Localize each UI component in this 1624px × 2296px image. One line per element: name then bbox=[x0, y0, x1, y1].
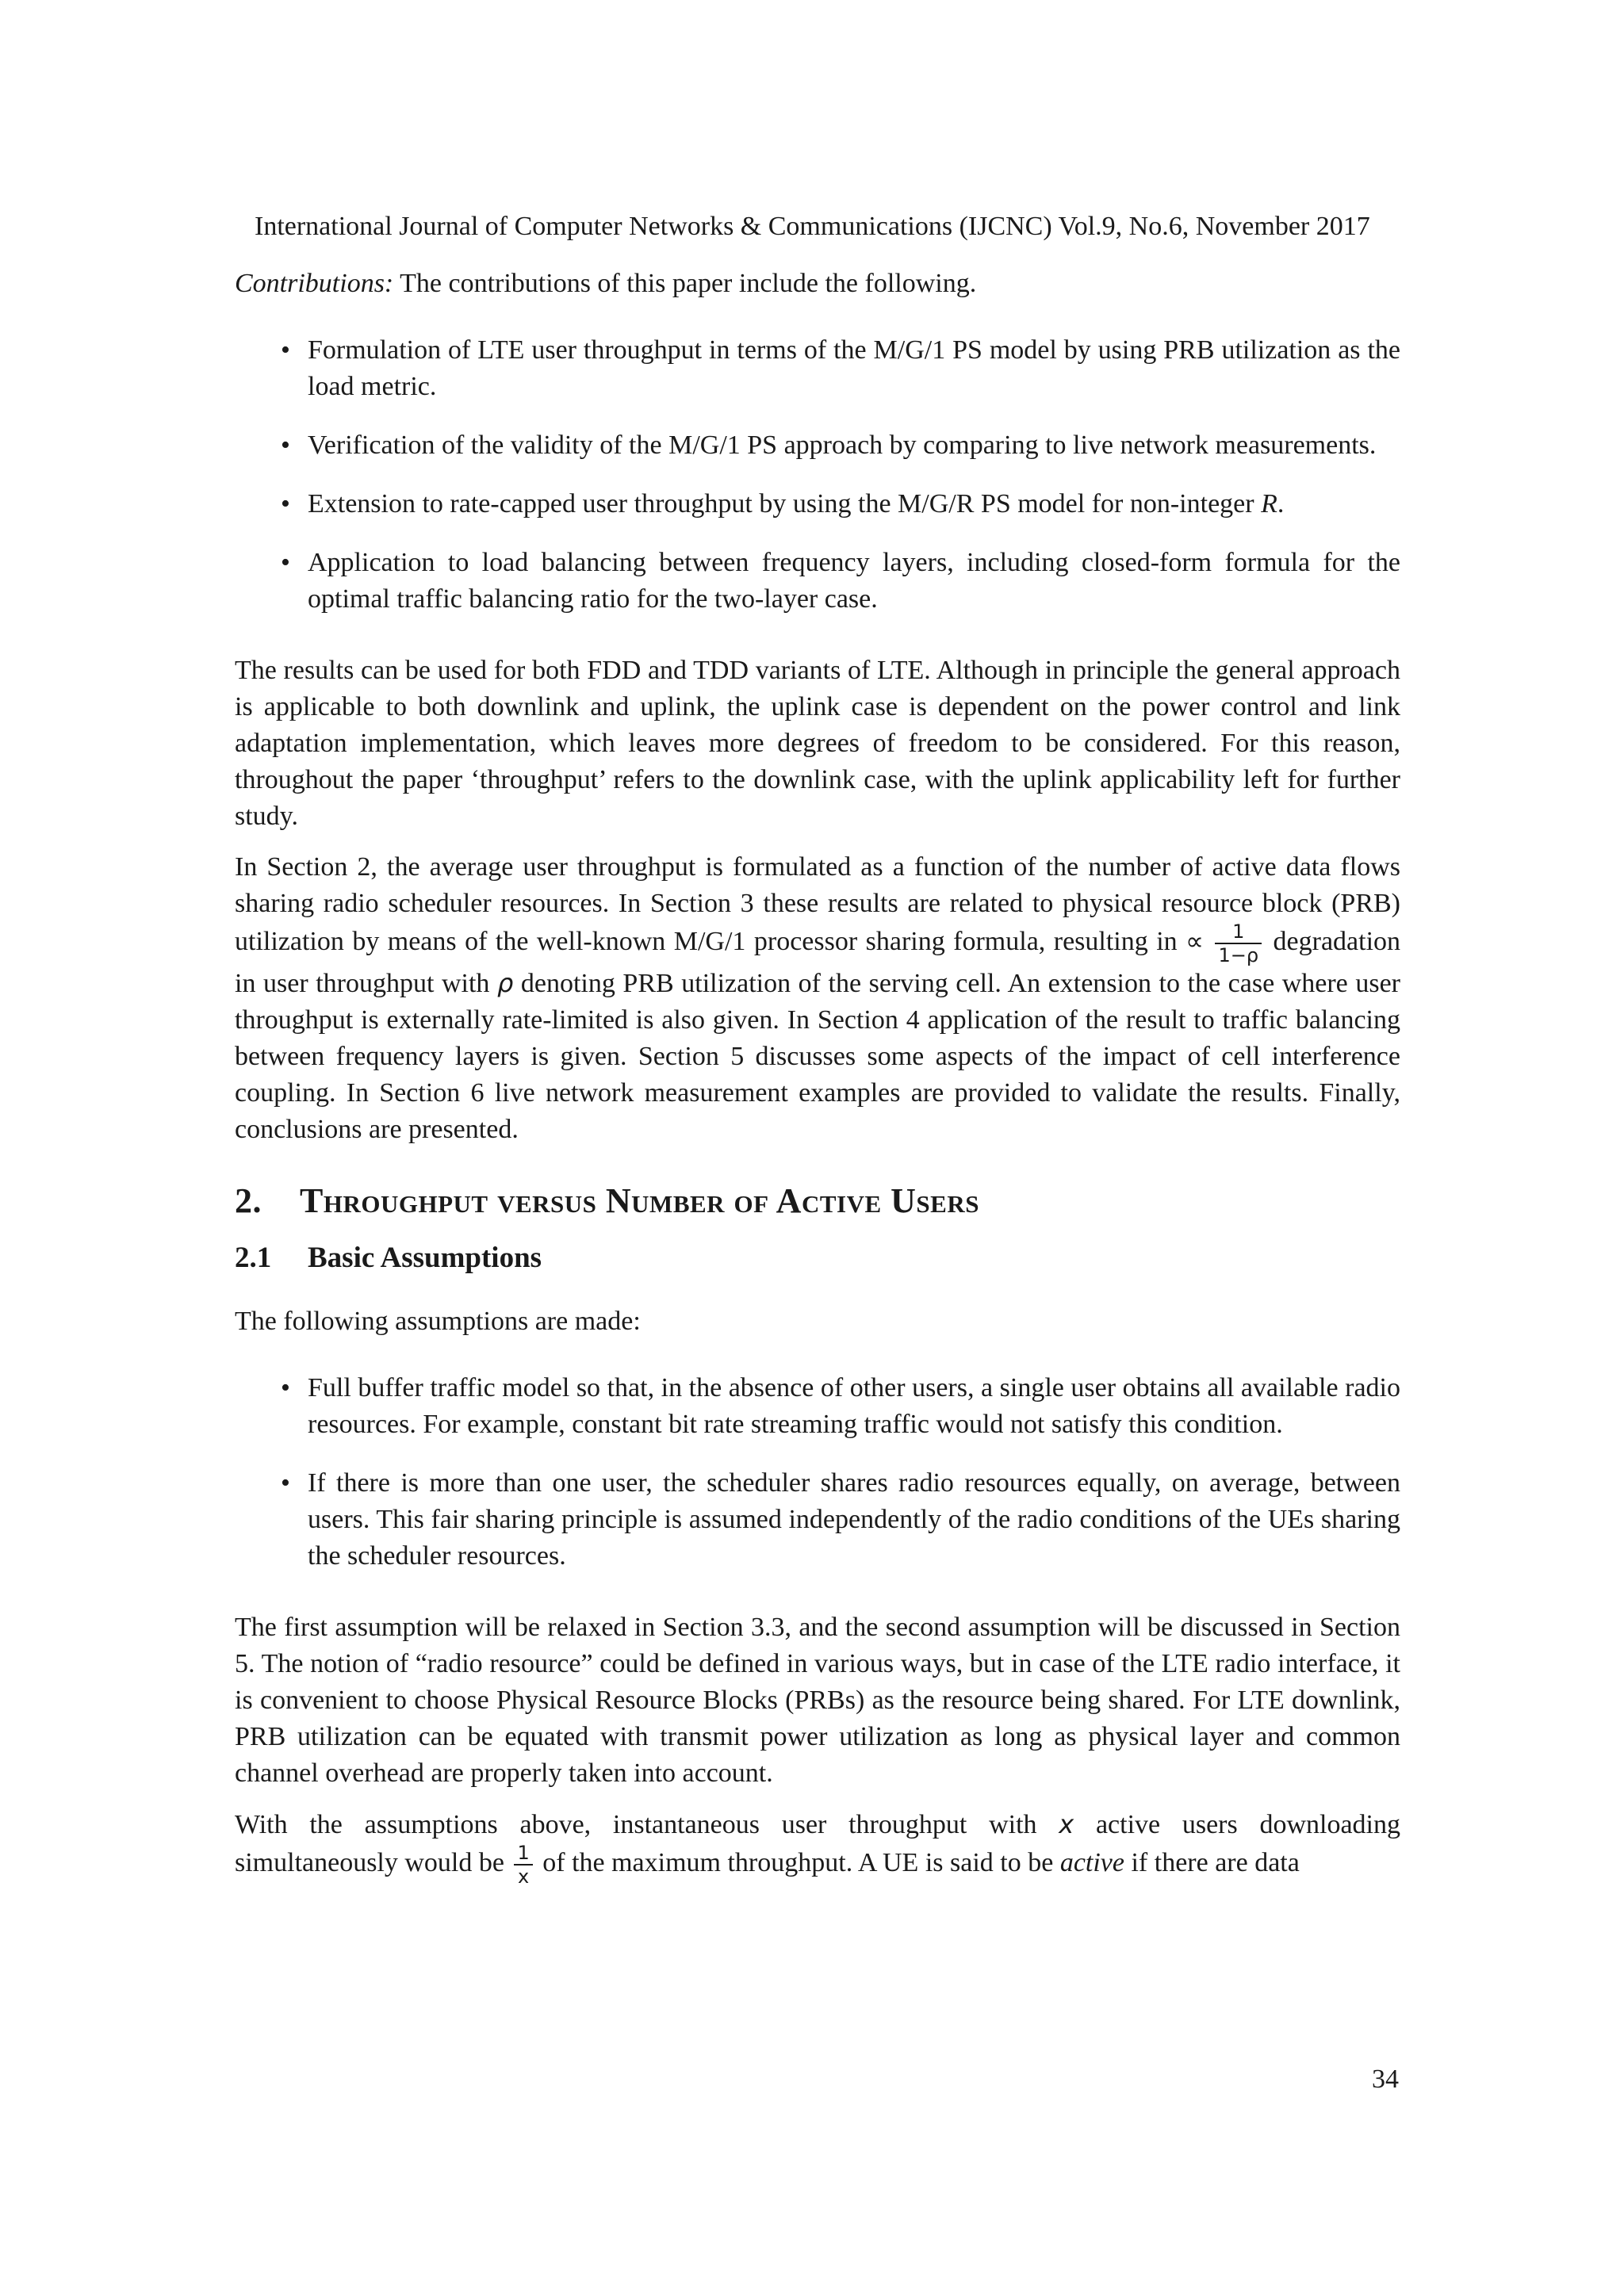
running-header: International Journal of Computer Networks & Communications (IJCNC) Vol.9, No.6, November 2017 bbox=[255, 212, 1370, 241]
subsection-heading bbox=[235, 1240, 1400, 1276]
paragraph-text: degradation in user throughput with bbox=[235, 926, 1401, 998]
bullet-icon: • bbox=[281, 430, 290, 460]
subsection-number: 2.1 bbox=[235, 1242, 272, 1274]
section-heading bbox=[235, 1183, 1400, 1219]
bullet-icon: • bbox=[281, 1373, 290, 1402]
contributions-paragraph bbox=[235, 266, 1400, 302]
list-item bbox=[235, 1370, 1400, 1443]
paragraph-text: With the assumptions above, instantaneous user throughput with bbox=[235, 1810, 1037, 1839]
fraction-denominator: 1−ρ bbox=[1218, 944, 1259, 966]
assumptions-intro: The following assumptions are made: bbox=[235, 1307, 641, 1336]
section-title: Throughput versus Number of Active Users bbox=[300, 1181, 979, 1220]
proportional-symbol: ∝ bbox=[1185, 925, 1204, 956]
contributions-intro: The contributions of this paper include the following. bbox=[400, 269, 977, 298]
paragraph bbox=[235, 1806, 1400, 1886]
paragraph: The first assumption will be relaxed in Section 3.3, and the second assumption will be discussed in Section 5. The notion of “radio resource” could be defined in various ways, but in case of the LTE radio interface, it is convenient to choose Physical Resource Blocks (PRBs) as the resource being shared. For LTE downlink, PRB utilization can be equated with transmit power utilization as long as physical layer and common channel overhead are properly taken into account. bbox=[235, 1613, 1400, 1788]
math-variable: ρ bbox=[497, 968, 514, 998]
paragraph-text: active users downloading simultaneously would be bbox=[235, 1810, 1401, 1877]
list-item bbox=[235, 545, 1400, 618]
list-item bbox=[235, 1465, 1400, 1575]
list-item-text: Extension to rate-capped user throughput by using the M/G/R PS model for non-integer bbox=[308, 489, 1254, 519]
subsection-title: Basic Assumptions bbox=[308, 1242, 542, 1274]
list-item bbox=[235, 427, 1400, 464]
body-text bbox=[235, 266, 1400, 1900]
paragraph-text: In Section 2, the average user throughput is formulated as a function of the number of active data flows sharing radio scheduler resources. In Section 3 these results are related to physical resource block (PRB) utilization by means of the well-known M/G/1 processor sharing formula, resulting in bbox=[235, 852, 1400, 956]
fraction bbox=[514, 1843, 532, 1886]
fraction-numerator: 1 bbox=[1215, 922, 1262, 944]
paragraph-text: denoting PRB utilization of the serving cell. An extension to the case where user throughput is externally rate-limited is also given. In Section 4 application of the result to traffic balancing between frequency layers is given. Section 5 discusses some aspects of the impact of cell interference coupling. In Section 6 live network measurement examples are provided to validate the results. Finally, conclusions are presented. bbox=[235, 969, 1400, 1144]
bullet-icon: • bbox=[281, 548, 290, 577]
bullet-icon: • bbox=[281, 489, 290, 519]
list-item-text: Formulation of LTE user throughput in terms of the M/G/1 PS model by using PRB utilization as the load metric. bbox=[308, 335, 1400, 401]
contributions-list bbox=[235, 332, 1400, 618]
contributions-label: Contributions: bbox=[235, 269, 394, 298]
bullet-icon: • bbox=[281, 1468, 290, 1498]
list-item-text: Full buffer traffic model so that, in the absence of other users, a single user obtains all available radio resources. For example, constant bit rate streaming traffic would not satisfy this condition. bbox=[308, 1373, 1400, 1439]
list-item-text: Application to load balancing between frequency layers, including closed-form formula for the optimal traffic balancing ratio for the two-layer case. bbox=[308, 548, 1400, 614]
fraction bbox=[1215, 922, 1262, 965]
fraction-denominator: x bbox=[518, 1866, 530, 1888]
list-item bbox=[235, 486, 1400, 522]
punctuation: . bbox=[1277, 489, 1285, 519]
list-item bbox=[235, 332, 1400, 405]
paragraph-text: if there are data bbox=[1131, 1847, 1300, 1877]
paragraph-text: of the maximum throughput. A UE is said to be bbox=[542, 1847, 1054, 1877]
emphasis-text: active bbox=[1059, 1847, 1124, 1877]
section-number: 2. bbox=[235, 1181, 262, 1220]
list-item-text: If there is more than one user, the scheduler shares radio resources equally, on average, between users. This fair sharing principle is assumed independently of the radio conditions of the UEs sharing the scheduler resources. bbox=[308, 1468, 1400, 1571]
list-item-text: Verification of the validity of the M/G/1 PS approach by comparing to live network measurements. bbox=[308, 430, 1377, 460]
bullet-icon: • bbox=[281, 335, 290, 365]
assumptions-list bbox=[235, 1370, 1400, 1575]
page-number: 34 bbox=[1372, 2064, 1399, 2094]
fraction-numerator: 1 bbox=[514, 1843, 532, 1866]
math-variable: R bbox=[1261, 489, 1277, 519]
paragraph: The results can be used for both FDD and TDD variants of LTE. Although in principle the general approach is applicable to both downlink and uplink, the uplink case is dependent on the power control and link adaptation implementation, which leaves more degrees of freedom to be considered. For this reason, throughout the paper ‘throughput’ refers to the downlink case, with the uplink applicability left for further study. bbox=[235, 656, 1400, 831]
paragraph bbox=[235, 849, 1400, 1148]
math-variable: x bbox=[1059, 1809, 1074, 1839]
